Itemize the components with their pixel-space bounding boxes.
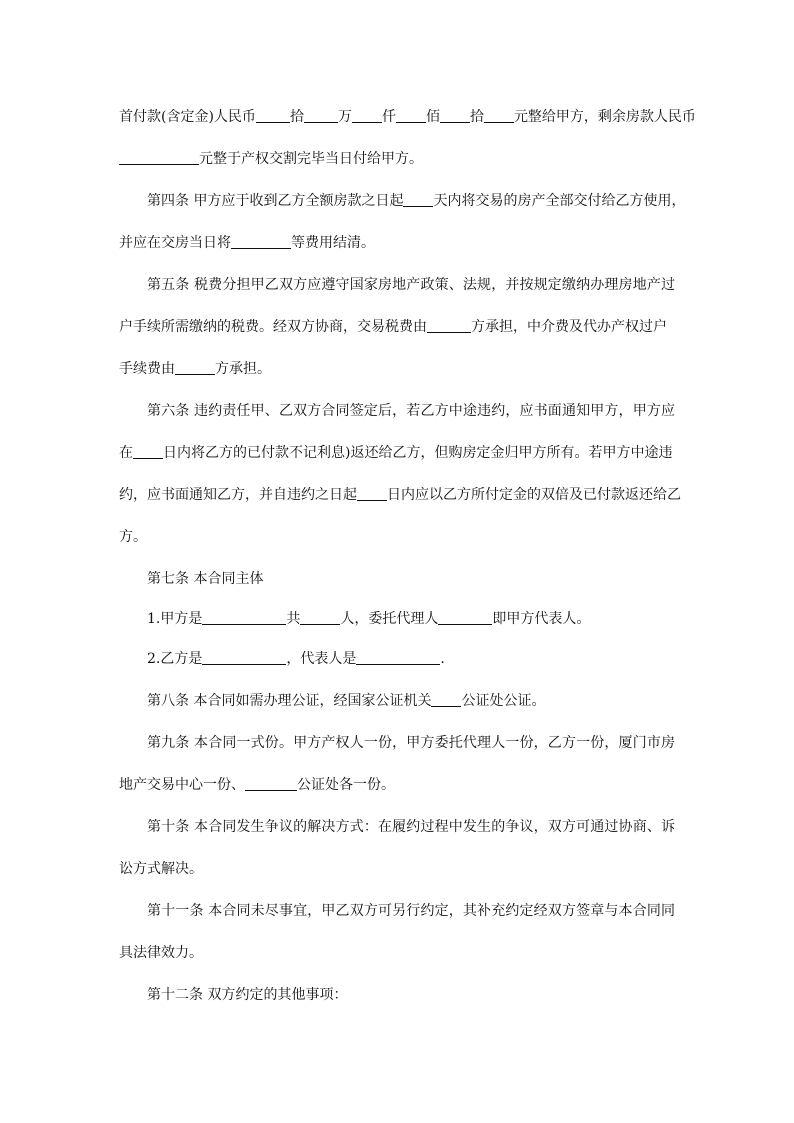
article-4-heading-line <box>147 190 686 212</box>
blank-field <box>438 609 492 625</box>
article-8-line <box>147 690 675 712</box>
text-segment: 并应在交房当日将 <box>119 235 231 251</box>
text-segment: 地产交易中心一份、 <box>119 777 245 793</box>
text-segment: 手续费由 <box>119 361 175 377</box>
text-segment: 第十二条 双方约定的其他事项： <box>147 987 348 1003</box>
text-segment: 户手续所需缴纳的税费。经双方协商，交易税费由 <box>119 319 427 335</box>
blank-field <box>256 107 290 123</box>
text-segment: 元整于产权交割完毕当日付给甲方。 <box>199 151 423 167</box>
line-remaining-payment <box>119 148 675 170</box>
article-6-line-2 <box>119 442 675 464</box>
text-segment: 拾 <box>289 109 304 125</box>
article-9-line-2 <box>119 774 675 796</box>
text-segment: 具法律效力。 <box>119 945 203 961</box>
article-5-line-3 <box>119 358 675 380</box>
text-segment: 2.乙方是 <box>147 651 203 667</box>
text-segment: 约，应书面通知乙方，并自违约之日起 <box>119 487 357 503</box>
text-segment: 仟 <box>381 109 396 125</box>
article-11-line-2 <box>119 942 675 964</box>
article-6-heading-line <box>147 400 675 422</box>
article-10-heading-line <box>147 816 675 838</box>
blank-field <box>403 191 433 207</box>
text-segment: 万 <box>337 109 352 125</box>
blank-field <box>356 649 440 665</box>
article-6-line-4 <box>119 526 675 548</box>
blank-field <box>202 649 286 665</box>
text-segment: 方承担。 <box>215 361 271 377</box>
blank-field <box>231 233 291 249</box>
text-segment: 第六条 违约责任甲、乙双方合同签定后，若乙方中途违约，应书面通知甲方，甲方应 <box>147 403 675 419</box>
blank-field <box>300 609 340 625</box>
article-11-heading-line <box>147 900 675 922</box>
text-segment: 日内将乙方的已付款不记利息)返还给乙方，但购房定金归甲方所有。若甲方中途违 <box>163 445 673 461</box>
text-segment: 人，委托代理人 <box>340 611 439 627</box>
text-segment: 第五条 税费分担甲乙双方应遵守国家房地产政策、法规，并按规定缴纳办理房地产过 <box>147 277 675 293</box>
article-7-item-2 <box>147 648 675 670</box>
text-segment: ，代表人是 <box>286 651 357 667</box>
text-segment: 方承担，中介费及代办产权过户 <box>471 319 667 335</box>
article-7-item-1 <box>147 608 675 630</box>
blank-field <box>133 443 163 459</box>
text-segment: 天内将交易的房产全部交付给乙方使用， <box>433 193 686 209</box>
text-segment: 第十条 本合同发生争议的解决方式：在履约过程中发生的争议，双方可通过协商、诉 <box>147 819 675 835</box>
blank-field <box>431 691 461 707</box>
article-10-line-2 <box>119 858 675 880</box>
blank-field <box>427 317 471 333</box>
blank-field <box>352 107 382 123</box>
text-segment: 在 <box>119 445 133 461</box>
text-segment: 公证处各一份。 <box>297 777 395 793</box>
blank-field <box>396 107 426 123</box>
article-4-line-2 <box>119 232 675 254</box>
article-5-line-2 <box>119 316 675 338</box>
text-segment: 即甲方代表人。 <box>492 611 591 627</box>
text-segment: 日内应以乙方所付定金的双倍及已付款返还给乙 <box>387 487 681 503</box>
text-segment: 公证处公证。 <box>461 693 546 709</box>
blank-field <box>175 359 215 375</box>
blank-field <box>304 107 338 123</box>
article-7-heading-line <box>147 568 675 590</box>
blank-field <box>484 107 514 123</box>
text-segment: 1.甲方是 <box>147 611 203 627</box>
blank-field <box>440 107 470 123</box>
text-segment: 第十一条 本合同未尽事宜，甲乙双方可另行约定，其补充约定经双方签章与本合同同 <box>147 903 675 919</box>
text-segment: 第八条 本合同如需办理公证，经国家公证机关 <box>147 693 432 709</box>
text-segment: 拾 <box>469 109 484 125</box>
text-segment: 元整给甲方，剩余房款人民币 <box>513 109 696 125</box>
text-segment: . <box>440 651 445 667</box>
article-12-heading-line <box>147 984 675 1006</box>
text-segment: 第九条 本合同一式份。甲方产权人一份，甲方委托代理人一份，乙方一份，厦门市房 <box>147 735 675 751</box>
text-segment: 共 <box>286 611 301 627</box>
text-segment: 讼方式解决。 <box>119 861 203 877</box>
article-9-heading-line <box>147 732 675 754</box>
blank-field <box>357 485 387 501</box>
text-segment: 方。 <box>119 529 147 545</box>
text-segment: 等费用结清。 <box>291 235 375 251</box>
blank-field <box>202 609 286 625</box>
text-segment: 首付款(含定金)人民币 <box>119 109 256 125</box>
text-segment: 佰 <box>425 109 440 125</box>
text-segment: 第七条 本合同主体 <box>147 571 264 587</box>
blank-field <box>245 775 297 791</box>
article-5-heading-line <box>147 274 675 296</box>
text-segment: 第四条 甲方应于收到乙方全额房款之日起 <box>147 193 404 209</box>
article-6-line-3 <box>119 484 681 506</box>
line-down-payment <box>119 106 696 128</box>
blank-field <box>119 149 199 165</box>
